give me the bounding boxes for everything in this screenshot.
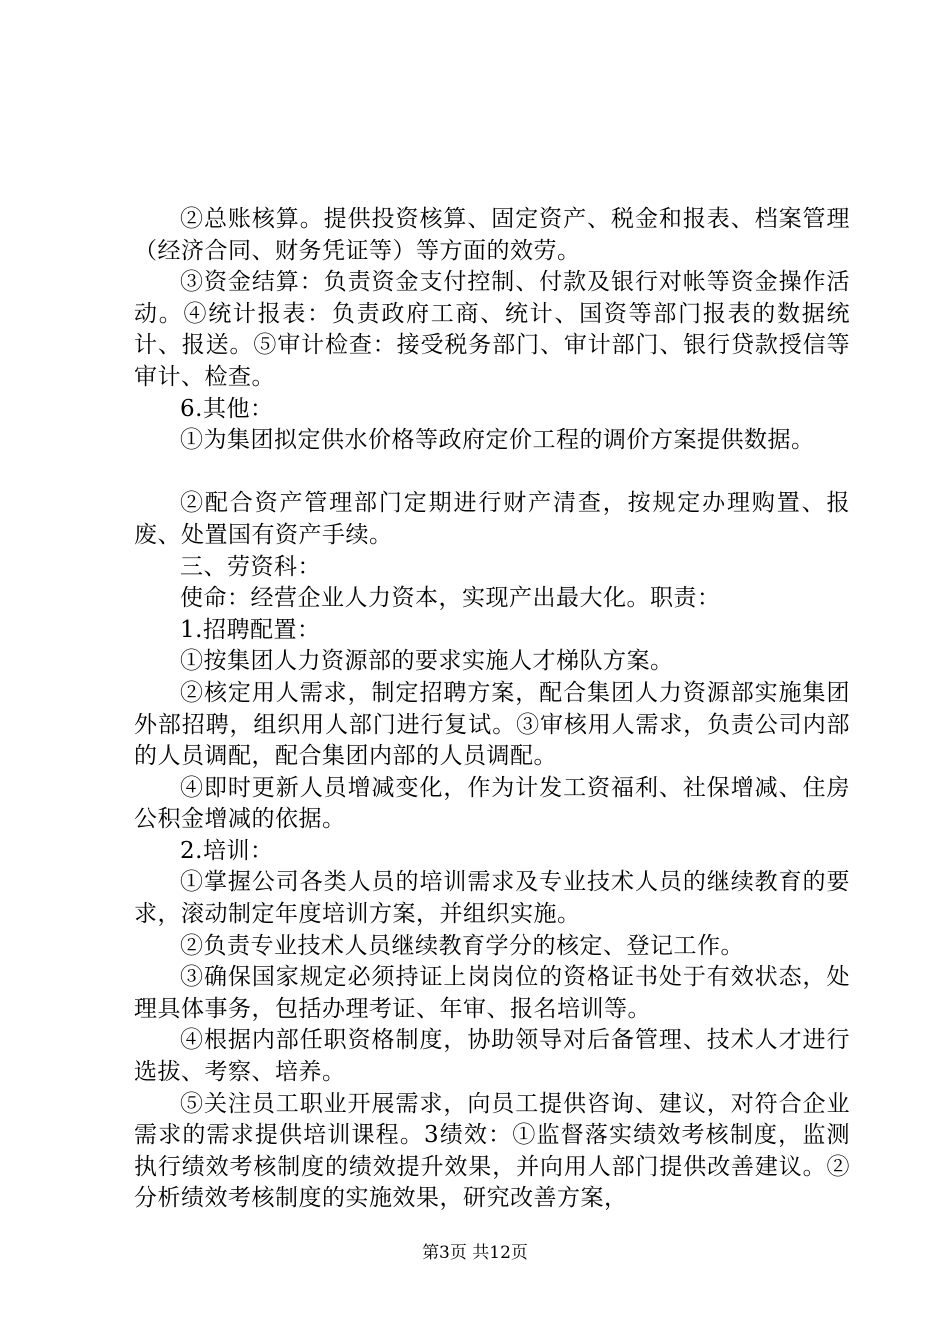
paragraph-talent-pipeline: ①按集团人力资源部的要求实施人才梯队方案。 — [180, 648, 674, 675]
page-footer: 第3页 共12页 — [422, 1243, 528, 1263]
paragraph-talent-selection: ④根据内部任职资格制度，协助领导对后备管理、技术人才进行选拔、考察、培养。 — [134, 1027, 850, 1086]
paragraph-pricing-data: ①为集团拟定供水价格等政府定价工程的调价方案提供数据。 — [180, 427, 815, 454]
section-heading-training: 2.培训： — [180, 837, 274, 864]
section-heading-recruitment: 1.招聘配置： — [180, 616, 321, 643]
paragraph-asset-check: ②配合资产管理部门定期进行财产清查，按规定办理购置、报废、处置国有资产手续。 — [134, 490, 850, 548]
paragraph-certificates: ③确保国家规定必须持证上岗岗位的资格证书处于有效状态，处理具体事务，包括办理考证、年审、报名培训等。 — [134, 964, 850, 1022]
paragraph-education-credits: ②负责专业技术人员继续教育学分的核定、登记工作。 — [180, 932, 744, 959]
paragraph-staff-updates: ④即时更新人员增减变化，作为计发工资福利、社保增减、住房公积金增减的依据。 — [134, 774, 850, 833]
paragraph-career-performance: ⑤关注员工职业开展需求，向员工提供咨询、建议，对符合企业需求的需求提供培训课程。3绩效：①监督落实绩效考核制度，监测执行绩效考核制度的绩效提升效果，并向用人部门提供改善建议。②分析绩效考核制度的实施效果，研究改善方案， — [134, 1090, 850, 1212]
paragraph-general-ledger: ②总账核算。提供投资核算、固定资产、税金和报表、档案管理（经济合同、财务凭证等）等方面的效劳。 — [134, 206, 850, 264]
paragraph-recruitment-plan: ②核定用人需求，制定招聘方案，配合集团人力资源部实施集团外部招聘，组织用人部门进行复试。③审核用人需求，负责公司内部的人员调配，配合集团内部的人员调配。 — [134, 679, 850, 770]
paragraph-mission: 使命：经营企业人力资本，实现产出最大化。职责： — [180, 585, 721, 612]
blank-line — [134, 457, 850, 489]
paragraph-fund-settlement: ③资金结算：负责资金支付控制、付款及银行对帐等资金操作活动。④统计报表：负责政府工商、统计、国资等部门报表的数据统计、报送。⑤审计检查：接受税务部门、审计部门、银行贷款授信等审计、检查。 — [134, 269, 850, 390]
section-heading-labor-dept: 三、劳资科： — [180, 553, 321, 580]
paragraph-training-needs: ①掌握公司各类人员的培训需求及专业技术人员的继续教育的要求，滚动制定年度培训方案，并组织实施。 — [134, 869, 850, 928]
section-heading-others: 6.其他： — [180, 395, 274, 422]
document-body — [134, 204, 850, 1215]
